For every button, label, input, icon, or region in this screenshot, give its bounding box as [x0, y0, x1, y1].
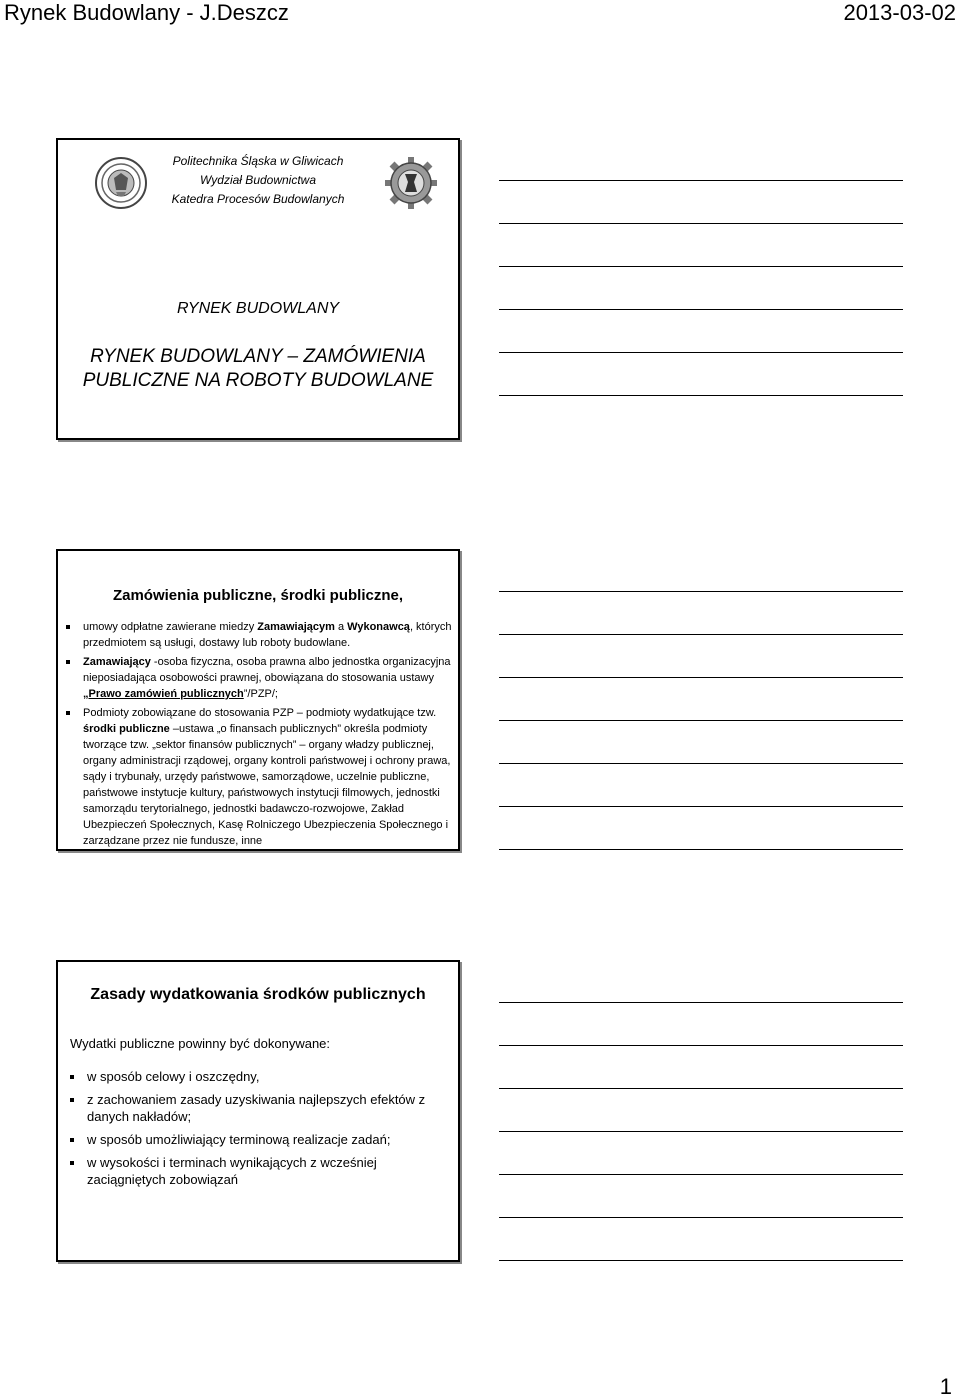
note-line	[499, 763, 903, 764]
note-line	[499, 1260, 903, 1261]
page-header	[0, 0, 960, 26]
institution-line: Wydział Budownictwa	[199, 173, 317, 187]
note-line	[499, 223, 903, 224]
list-item: w sposób celowy i oszczędny,	[70, 1068, 450, 1085]
square-bullet-icon	[66, 625, 70, 629]
slide-intro: Wydatki publiczne powinny być dokonywane:	[70, 1036, 331, 1051]
list-item: w sposób umożliwiający terminową realizacje zadań;	[70, 1131, 450, 1148]
note-line	[499, 849, 903, 850]
square-bullet-icon	[66, 660, 70, 664]
institution-line: Katedra Procesów Budowlanych	[171, 192, 345, 206]
note-line	[499, 677, 903, 678]
list-item: Zamawiający -osoba fizyczna, osoba prawna albo jednostka organizacyjna nieposiadająca osobowości prawnej, obowiązana do stosowania ustawy „Prawo zamówień publicznych”/PZP/;	[66, 654, 452, 702]
document-title: Rynek Budowlany - J.Deszcz	[4, 0, 289, 25]
slide-spending-rules	[56, 960, 460, 1262]
note-line	[499, 1002, 903, 1003]
note-line	[499, 395, 903, 396]
note-line	[499, 1131, 903, 1132]
slide-title	[56, 138, 460, 440]
slide-title-main: RYNEK BUDOWLANY	[176, 300, 340, 317]
square-bullet-icon	[70, 1161, 74, 1165]
note-line	[499, 309, 903, 310]
institution-line: Politechnika Śląska w Gliwicach	[172, 154, 344, 168]
list-item: Podmioty zobowiązane do stosowania PZP – podmioty wydatkujące tzw. środki publiczne –ustawa „o finansach publicznych” określa podmioty tworzące tzw. „sektor finansów publicznych” – organy władzy publicznej, organy administracji rządowej, organy kontroli państwowej i ochrony prawa, sądy i trybunały, urzędy państwowe, samorządowe, uczelnie publiczne, państwowe instytucje kultury, państwowych instytucji filmowych, jednostki samorządu terytorialnego, jednostki badawczo-rozwojowe, Zakład Ubezpieczeń Społecznych, Kasę Rolniczego Ubezpieczenia Społecznego i zarządzane przez nie fundusze, inne	[66, 705, 452, 849]
slide-heading: Zamówienia publiczne, środki publiczne,	[112, 587, 404, 604]
note-line	[499, 1045, 903, 1046]
note-line	[499, 591, 903, 592]
note-line	[499, 1088, 903, 1089]
list-item: z zachowaniem zasady uzyskiwania najlepszych efektów z danych nakładów;	[70, 1091, 450, 1125]
note-line	[499, 180, 903, 181]
slide-title-sub	[58, 345, 458, 393]
square-bullet-icon	[70, 1098, 74, 1102]
institution-block	[58, 152, 458, 209]
note-line	[499, 806, 903, 807]
slide-title-sub-line: PUBLICZNE NA ROBOTY BUDOWLANE	[82, 370, 434, 391]
page-number: 1	[939, 1374, 952, 1399]
square-bullet-icon	[66, 711, 70, 715]
list-item: w wysokości i terminach wynikających z wcześniej zaciągniętych zobowiązań	[70, 1154, 450, 1188]
note-line	[499, 1217, 903, 1218]
slide-heading: Zasady wydatkowania środków publicznych	[90, 986, 426, 1003]
note-line	[499, 1174, 903, 1175]
bullet-list	[70, 1068, 450, 1194]
note-line	[499, 720, 903, 721]
note-line	[499, 352, 903, 353]
square-bullet-icon	[70, 1138, 74, 1142]
slide-public-procurement	[56, 549, 460, 851]
bullet-list	[66, 619, 452, 849]
note-line	[499, 266, 903, 267]
document-date: 2013-03-02	[843, 0, 956, 25]
list-item: umowy odpłatne zawierane miedzy Zamawiającym a Wykonawcą, których przedmiotem są usługi, dostawy lub roboty budowlane.	[66, 619, 452, 651]
square-bullet-icon	[70, 1075, 74, 1079]
slide-title-sub-line: RYNEK BUDOWLANY – ZAMÓWIENIA	[90, 346, 426, 367]
note-line	[499, 634, 903, 635]
